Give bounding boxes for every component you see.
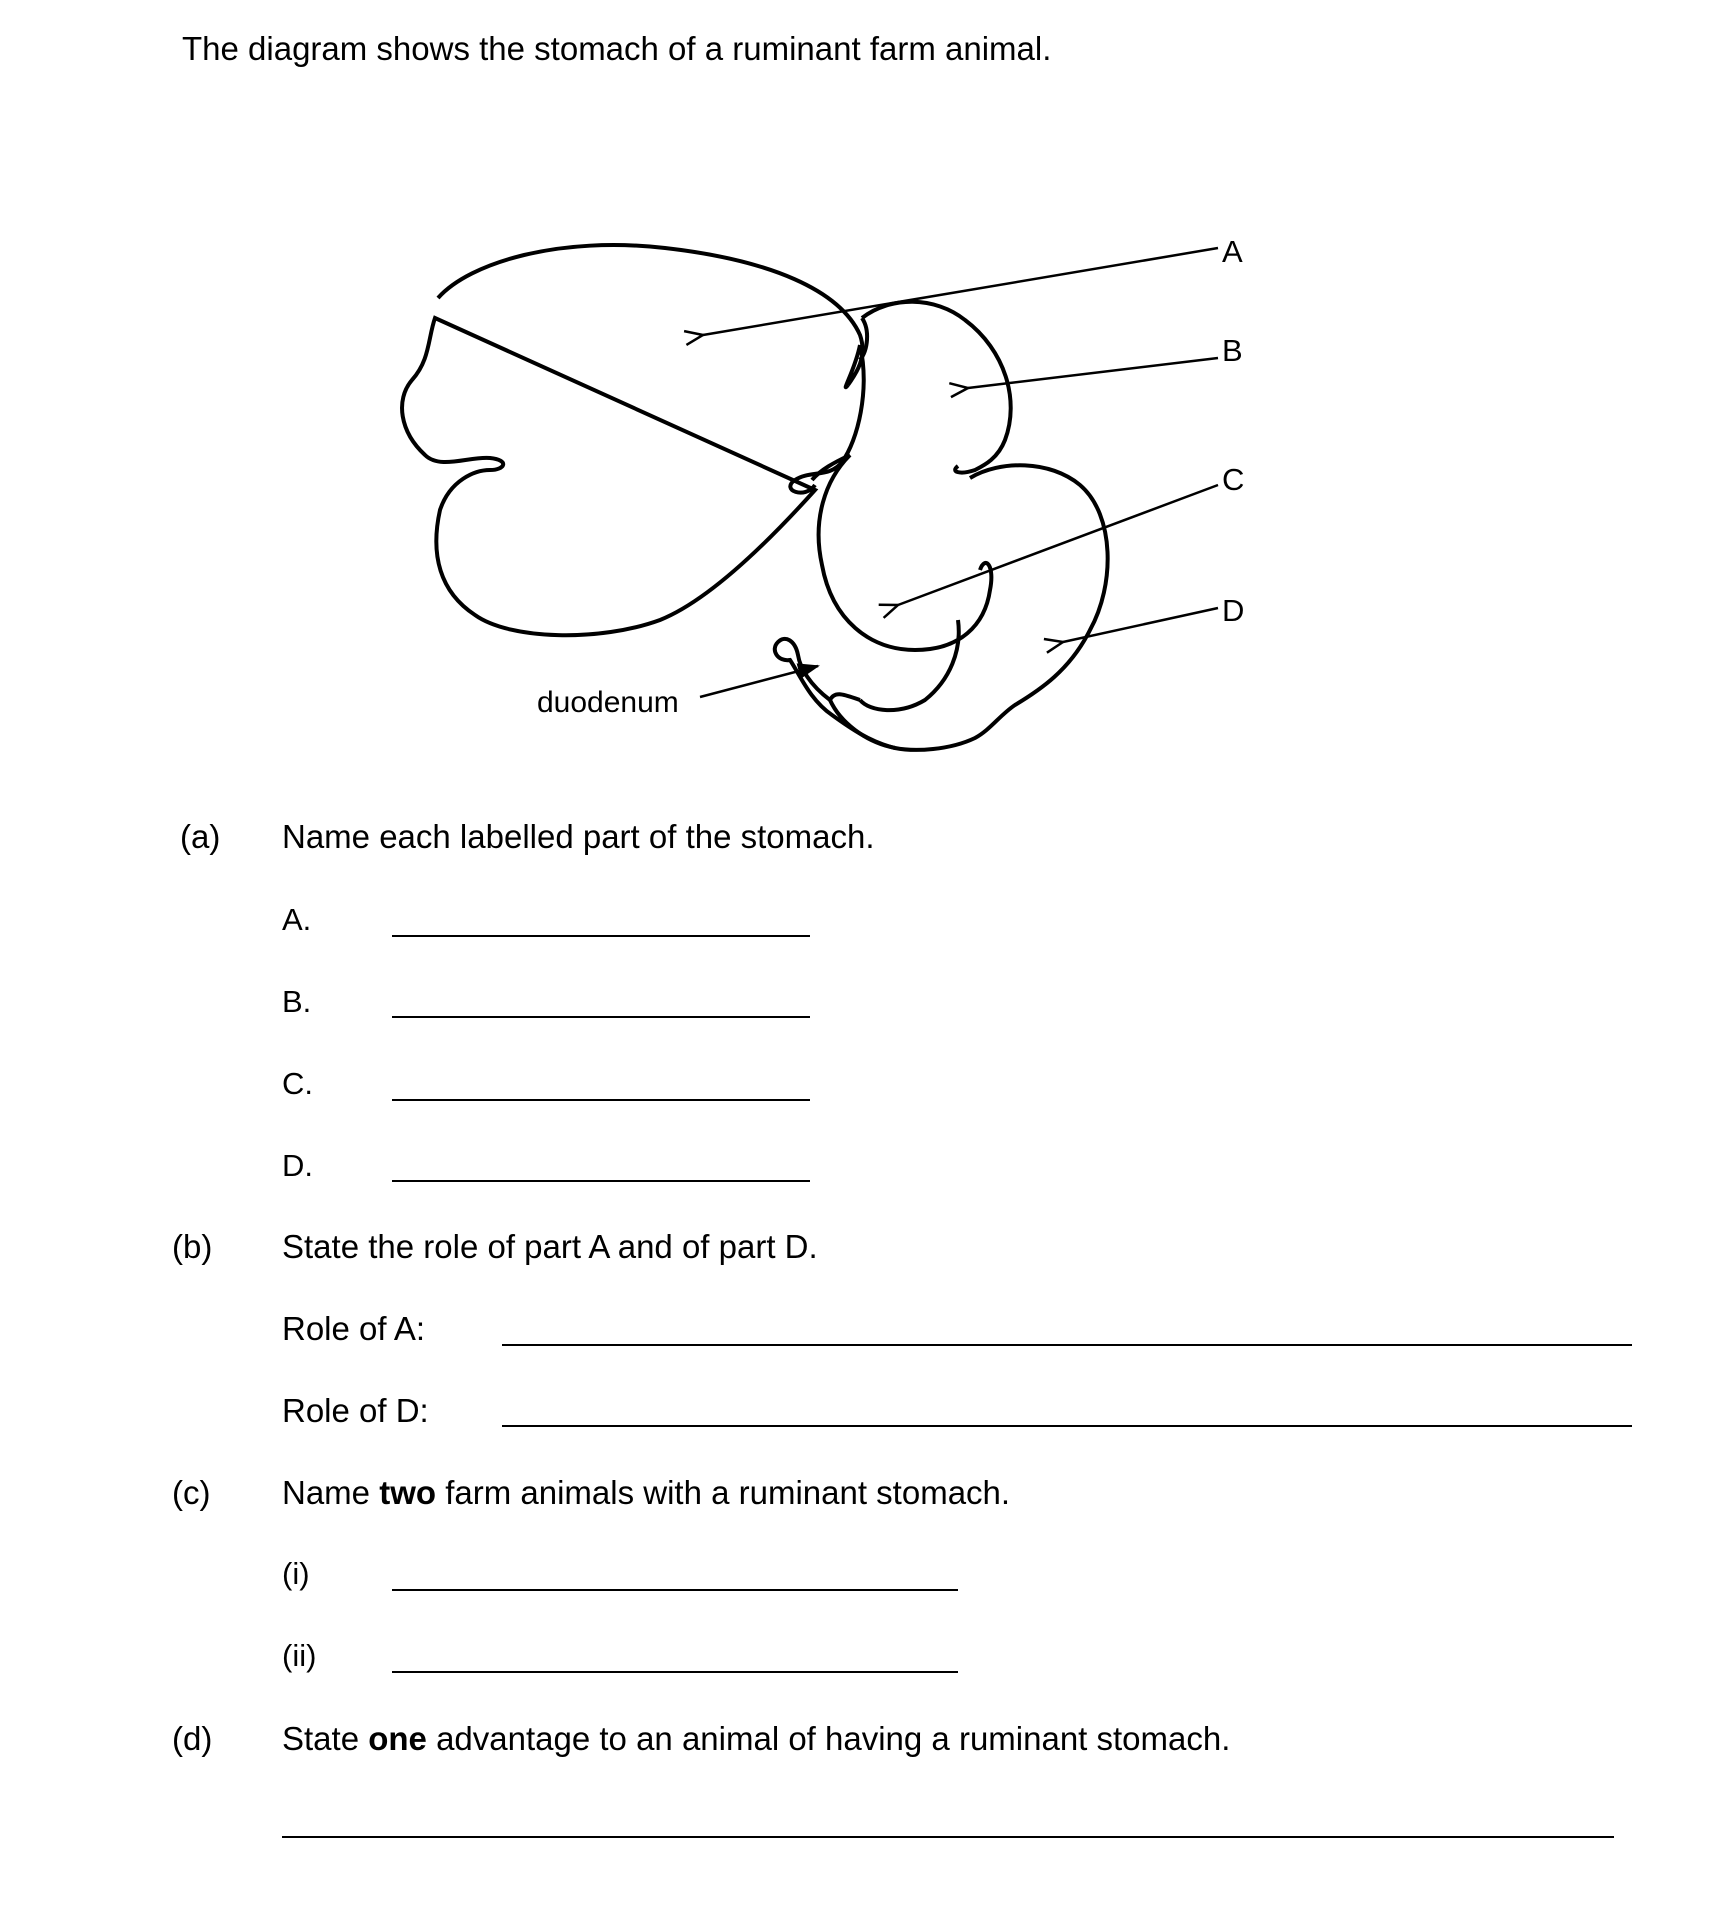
label-c: C <box>1222 462 1245 497</box>
animal-ii-label: (ii) <box>282 1638 317 1673</box>
label-b: B <box>1222 333 1243 368</box>
question-b-text: State the role of part A and of part D. <box>282 1228 818 1265</box>
role-d-label: Role of D: <box>282 1392 429 1429</box>
pointer-a <box>703 248 1218 335</box>
omasum-outline <box>819 455 992 650</box>
question-c-number: (c) <box>172 1474 211 1511</box>
answer-c-label: C. <box>282 1066 313 1101</box>
role-a-label: Role of A: <box>282 1310 426 1347</box>
label-a: A <box>1222 234 1243 269</box>
animal-i-label: (i) <box>282 1556 310 1591</box>
emphasis-one: one <box>368 1720 427 1757</box>
animal-ii-line[interactable] <box>392 1671 958 1673</box>
role-a-line[interactable] <box>502 1344 1632 1346</box>
answer-b-label: B. <box>282 984 312 1019</box>
advantage-line[interactable] <box>282 1836 1614 1838</box>
reticulum-outline <box>862 302 1011 473</box>
intro-text: The diagram shows the stomach of a ruminant farm animal. <box>182 30 1052 67</box>
label-d: D <box>1222 593 1245 628</box>
pointer-d <box>1063 608 1218 642</box>
label-duodenum: duodenum <box>537 686 679 719</box>
pointer-duodenum <box>700 666 818 697</box>
question-b-number: (b) <box>172 1228 213 1265</box>
question-c-text: Name two farm animals with a ruminant stomach. <box>282 1474 1011 1511</box>
answer-b-line[interactable] <box>392 1016 810 1018</box>
role-d-line[interactable] <box>502 1425 1632 1427</box>
question-a-number: (a) <box>180 818 221 855</box>
stomach-diagram <box>0 0 1710 800</box>
pointer-c <box>898 485 1218 605</box>
answer-a-line[interactable] <box>392 935 810 937</box>
answer-d-line[interactable] <box>392 1180 810 1182</box>
answer-c-line[interactable] <box>392 1099 810 1101</box>
emphasis-two: two <box>379 1474 437 1511</box>
rumen-outline <box>402 245 864 635</box>
animal-i-line[interactable] <box>392 1589 958 1591</box>
question-a-text: Name each labelled part of the stomach. <box>282 818 875 855</box>
answer-d-label: D. <box>282 1148 313 1183</box>
answer-a-label: A. <box>282 902 312 937</box>
question-d-number: (d) <box>172 1720 213 1757</box>
question-d-text: State one advantage to an animal of having a ruminant stomach. <box>282 1720 1231 1757</box>
